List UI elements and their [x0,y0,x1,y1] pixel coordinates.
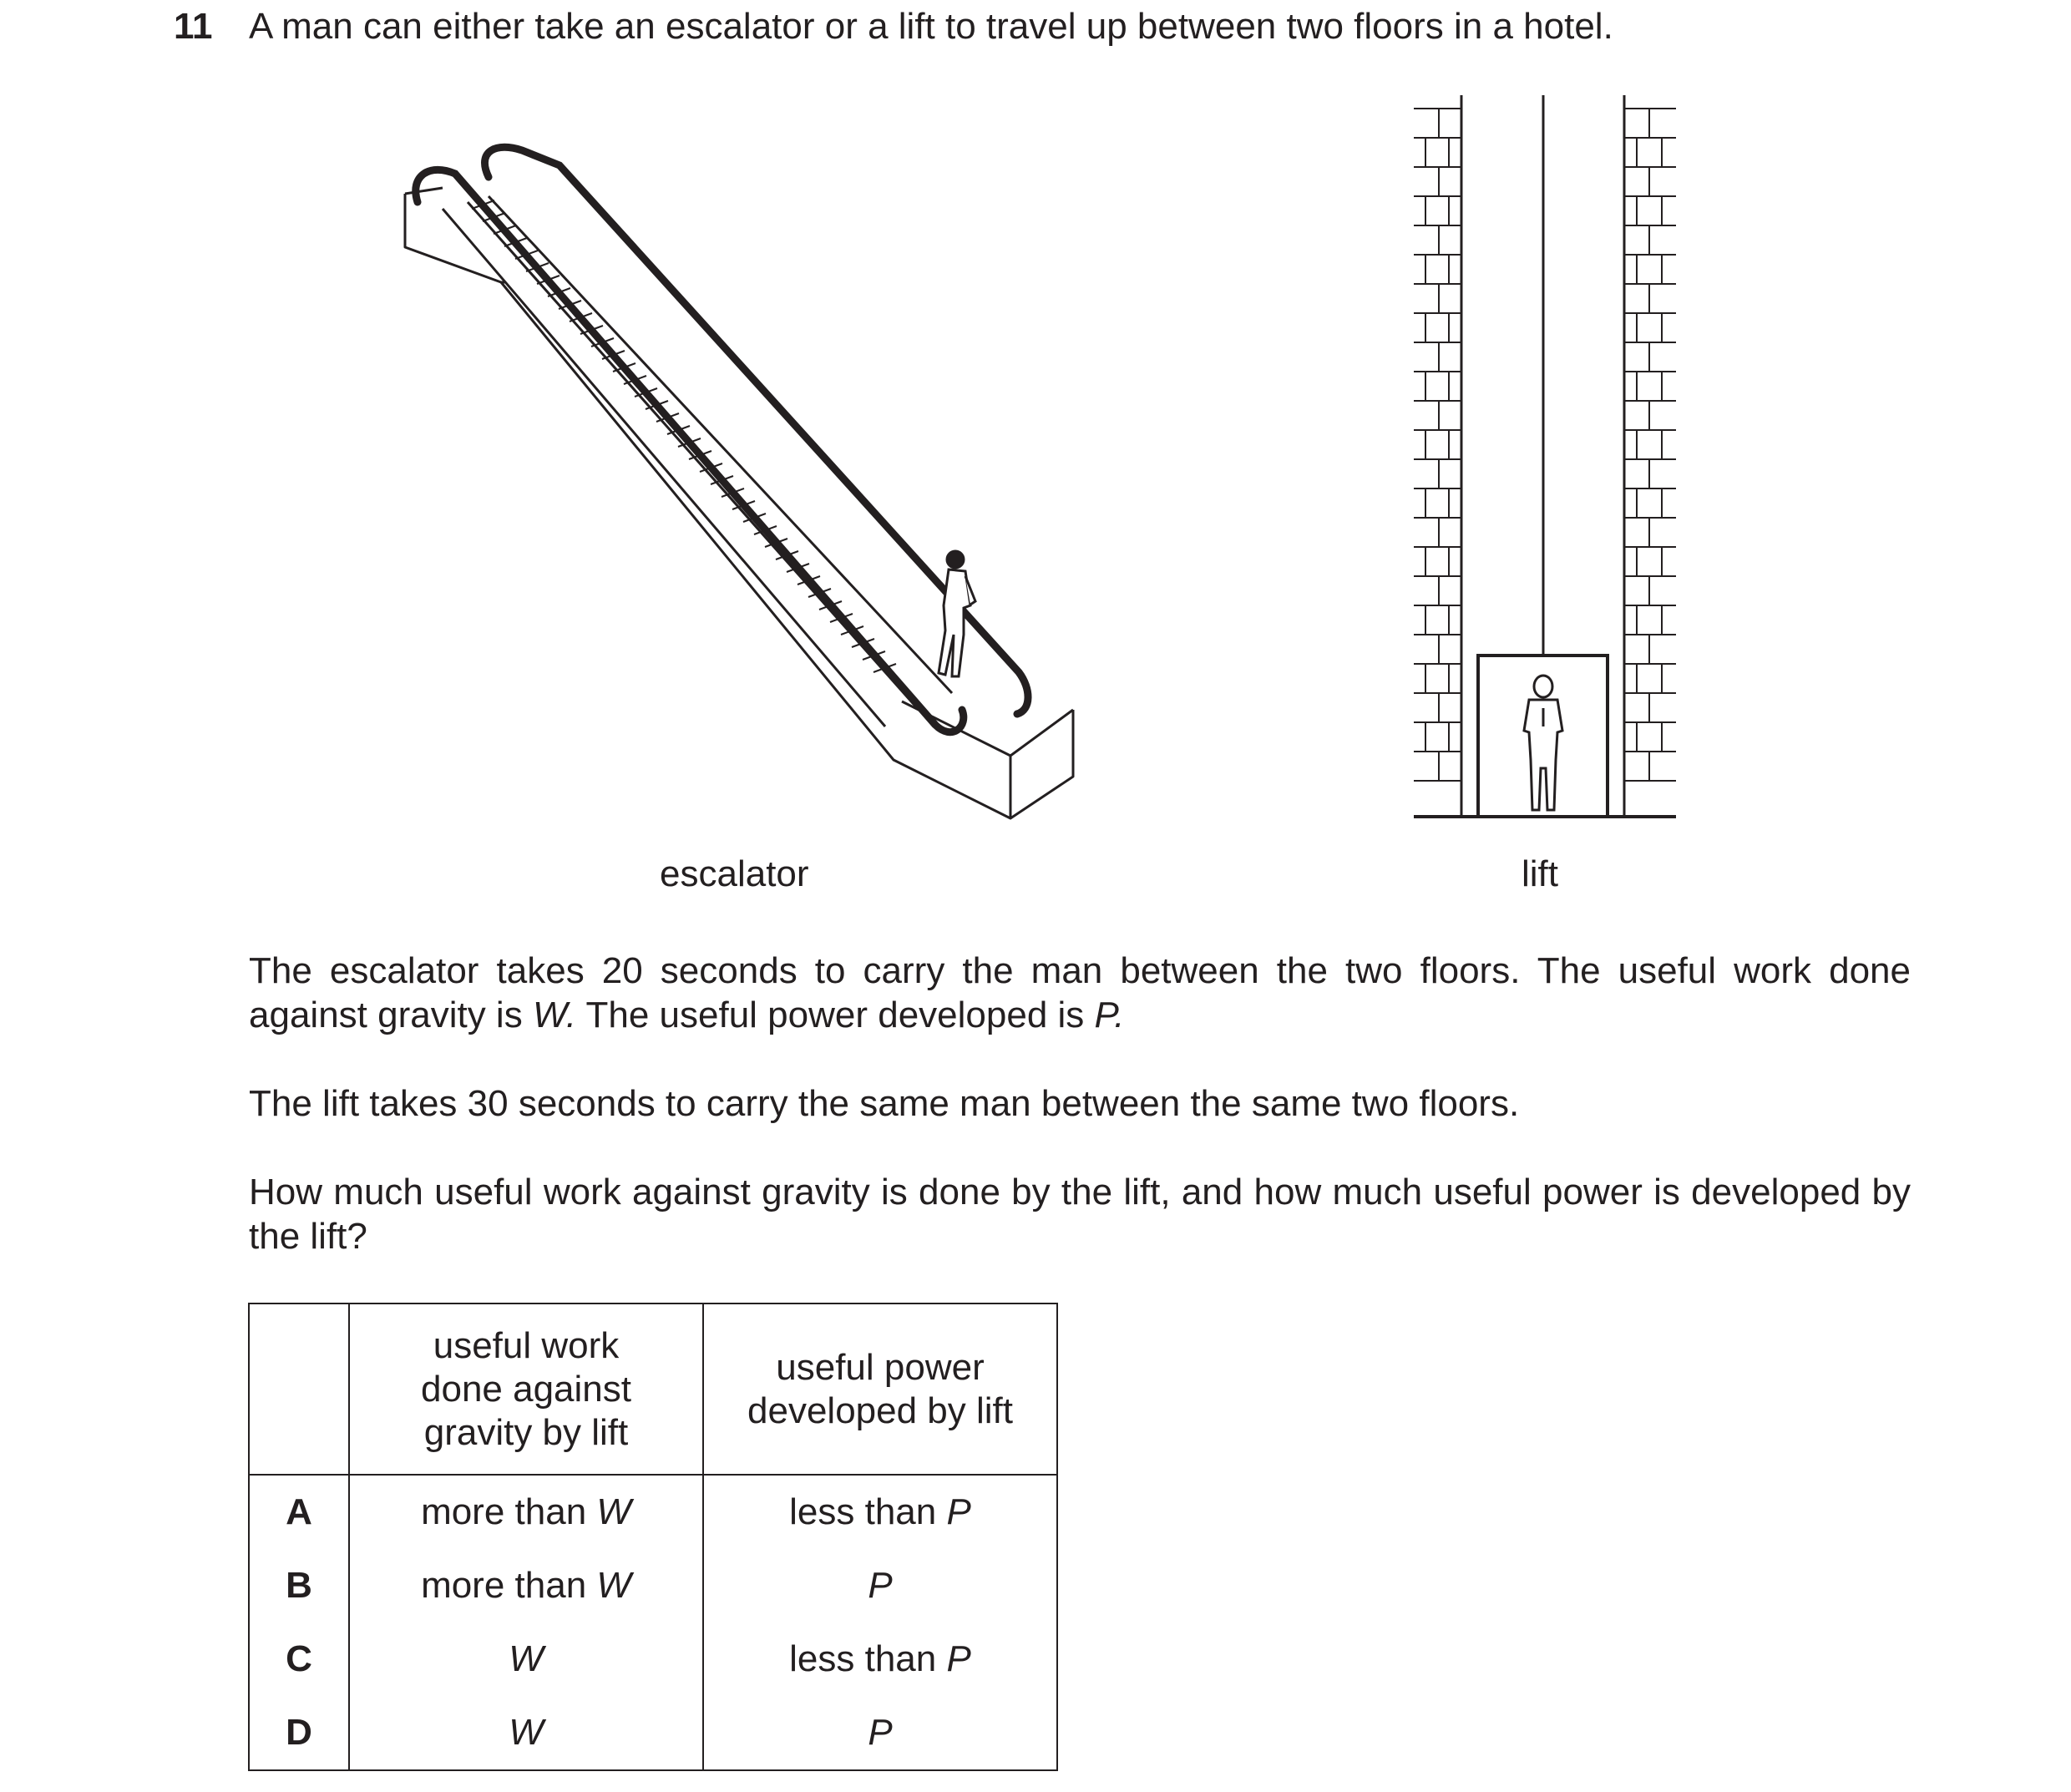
power-var: P [868,1712,893,1753]
header-work [349,1304,703,1475]
option-row-c[interactable] [249,1622,1057,1696]
option-power-cell [703,1549,1057,1622]
option-power-cell [703,1622,1057,1696]
question-number: 11 [174,6,213,47]
header-power [703,1304,1057,1475]
work-var: W [509,1712,544,1753]
work-prefix: more than [421,1565,597,1606]
option-letter[interactable]: C [249,1622,349,1696]
lift-caption: lift [1522,853,1558,894]
option-power-cell [703,1475,1057,1549]
option-letter[interactable]: B [249,1549,349,1622]
power-symbol: P. [1094,995,1125,1035]
option-work-cell [349,1475,703,1549]
man-in-lift [1524,676,1562,810]
work-symbol: W. [532,995,577,1035]
power-var: P [946,1638,971,1679]
header-empty-cell [249,1304,349,1475]
brick-wall-right [1624,109,1676,781]
header-work-line-3: gravity by lift [423,1411,629,1453]
escalator-caption: escalator [660,853,809,894]
power-var: P [868,1565,893,1606]
option-row-a[interactable] [249,1475,1057,1549]
lift-info-paragraph: The lift takes 30 seconds to carry the same man between the same two floors. [249,1083,1520,1124]
escalator-handrails [416,147,1028,731]
option-row-d[interactable] [249,1696,1057,1770]
work-var: W [596,1565,631,1606]
option-work-cell [349,1549,703,1622]
work-var: W [596,1491,631,1532]
option-letter[interactable]: D [249,1696,349,1770]
answer-options-table [248,1303,1058,1771]
escalator-info-text-1: The escalator takes 20 seconds to carry the man between the two floors. The useful work done against gravity is [249,950,1911,1035]
table-header-row [249,1304,1057,1475]
option-letter[interactable]: A [249,1475,349,1549]
brick-wall-left [1414,109,1461,781]
header-work-line-1: useful work [433,1324,620,1366]
question-paragraph: How much useful work against gravity is done by the lift, and how much useful power is developed by the lift? [249,1172,1911,1257]
option-power-cell [703,1696,1057,1770]
work-var: W [509,1638,544,1679]
power-prefix: less than [789,1491,947,1532]
escalator-info-text-2: The useful power developed is [576,995,1095,1035]
power-prefix: less than [789,1638,947,1679]
lift-illustration [1407,92,1683,827]
escalator-illustration [384,125,1102,827]
option-row-b[interactable] [249,1549,1057,1622]
question-stem: A man can either take an escalator or a lift to travel up between two floors in a hotel. [249,6,1613,47]
escalator-info-paragraph [249,949,1911,1037]
header-work-line-2: done against [421,1368,631,1410]
option-work-cell [349,1696,703,1770]
option-work-cell [349,1622,703,1696]
header-power-line-1: useful power [776,1346,985,1388]
header-power-line-2: developed by lift [747,1390,1013,1431]
power-var: P [946,1491,971,1532]
work-prefix: more than [421,1491,597,1532]
